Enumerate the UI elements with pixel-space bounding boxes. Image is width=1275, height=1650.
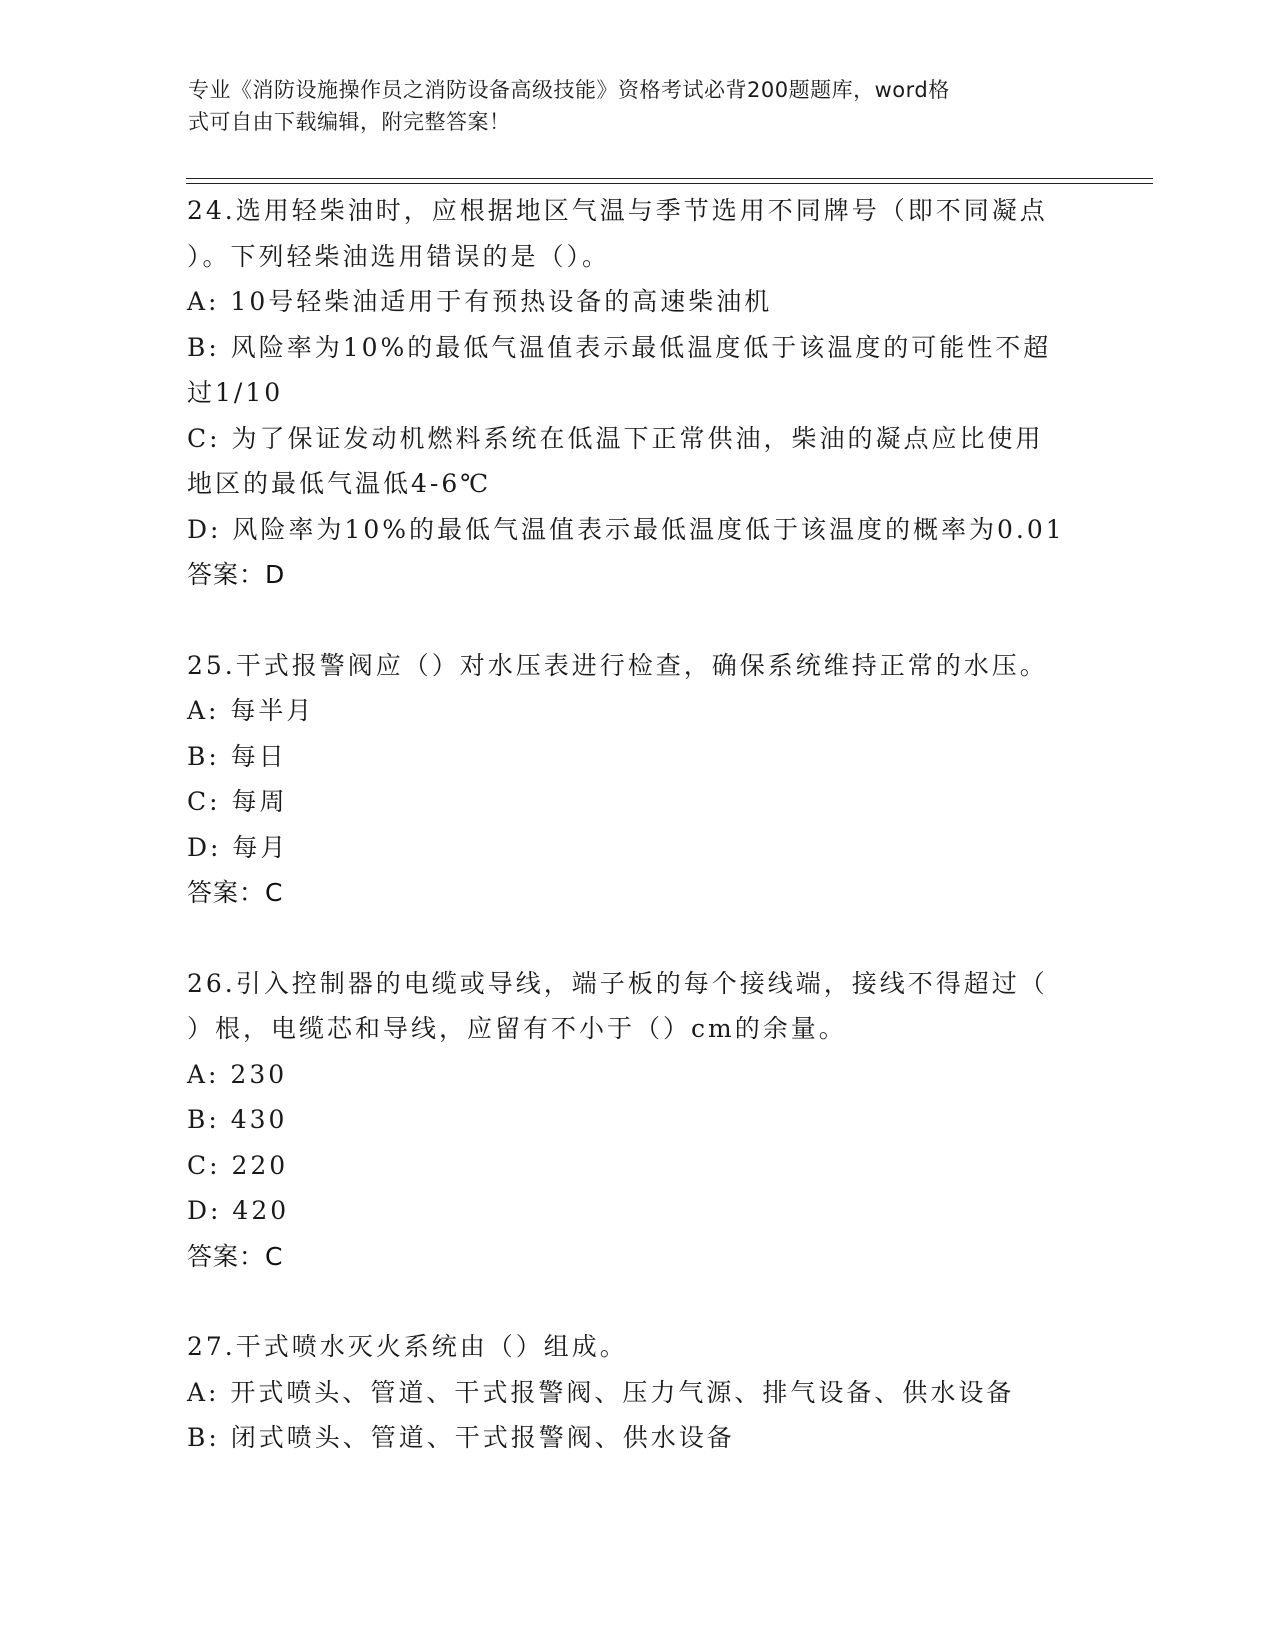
question-25 [187,643,1077,916]
option-c: C: 每周 [187,787,288,816]
answer-label: 答案：C [187,878,284,907]
option-d: D: 420 [187,1196,290,1225]
document-header [188,74,1068,138]
question-list [187,188,1077,1461]
option-a: A: 10号轻柴油适用于有预热设备的高速柴油机 [187,287,773,316]
question-26 [187,961,1077,1280]
option-b: B: 风险率为10%的最低气温值表示最低温度低于该温度的可能性不超 [187,332,1052,362]
question-stem-line: 24.选用轻柴油时，应根据地区气温与季节选用不同牌号（即不同凝点 [187,196,1048,225]
question-27 [187,1324,1077,1461]
option-d: D: 每月 [187,832,289,862]
question-stem-line: ）根，电缆芯和导线，应留有不小于（）cm的余量。 [187,1014,847,1043]
question-24 [187,188,1077,598]
question-stem-line: 27.干式喷水灭火系统由（）组成。 [187,1332,628,1361]
option-a: A: 开式喷头、管道、干式报警阀、压力气源、排气设备、供水设备 [187,1377,1015,1407]
option-c: C: 220 [187,1150,289,1180]
header-line-1: 专业《消防设施操作员之消防设备高级技能》资格考试必背200题题库，word格 [188,78,950,102]
option-a: A: 每半月 [187,696,315,725]
header-divider-bottom [186,183,1153,184]
question-stem-line: 26.引入控制器的电缆或导线，端子板的每个接线端，接线不得超过（ [187,968,1048,998]
answer-label: 答案：C [187,1241,284,1271]
option-b: B: 每日 [187,741,287,771]
option-c: C: 为了保证发动机燃料系统在低温下正常供油，柴油的凝点应比使用 [187,423,1044,453]
option-b-continued: 过1/10 [187,378,284,407]
question-stem-line: 25.干式报警阀应（）对水压表进行检查，确保系统维持正常的水压。 [187,650,1048,680]
option-a: A: 230 [187,1059,288,1089]
header-line-2: 式可自由下载编辑，附完整答案！ [188,110,511,134]
question-stem-line: ）。下列轻柴油选用错误的是（）。 [187,241,611,271]
answer-label: 答案：D [187,560,286,589]
option-b: B: 430 [187,1105,288,1134]
header-divider-top [186,178,1153,179]
option-d: D: 风险率为10%的最低气温值表示最低温度低于该温度的概率为0.01 [187,514,1065,544]
option-c-continued: 地区的最低气温低4-6℃ [187,469,492,498]
option-b: B: 闭式喷头、管道、干式报警阀、供水设备 [187,1423,735,1452]
